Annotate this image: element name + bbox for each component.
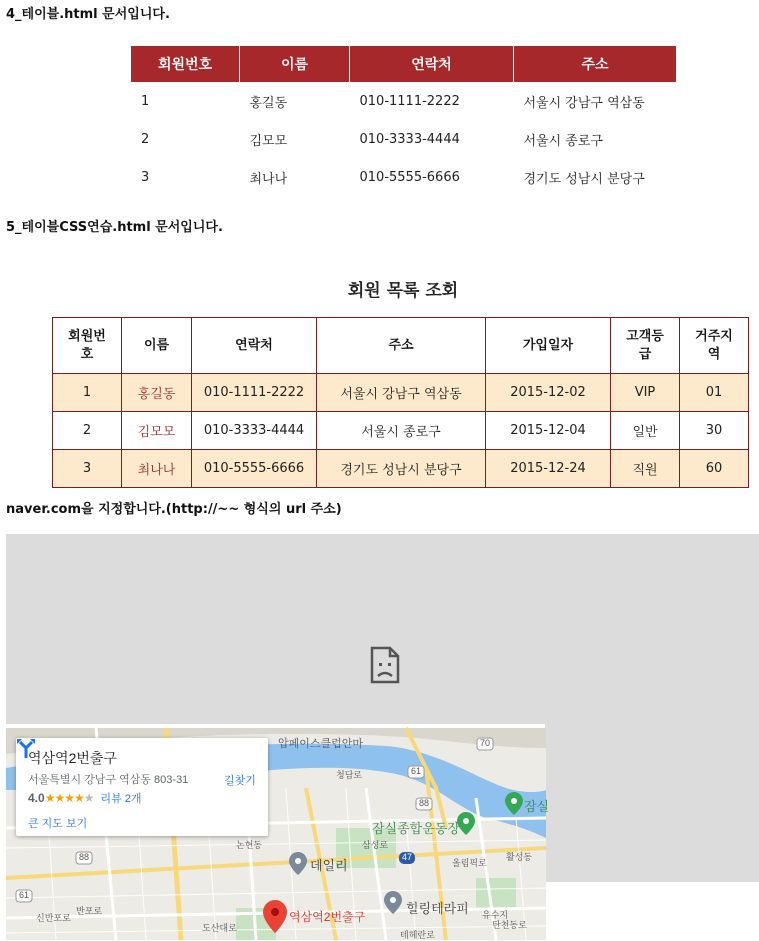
map-label-yusu: 유수지	[482, 910, 509, 920]
map-label-route-70: 70	[480, 738, 491, 748]
map-label-banpo: 반포로	[76, 906, 103, 916]
cell-join-date: 2015-12-02	[486, 374, 611, 412]
cell-grade: 직원	[611, 450, 680, 488]
cell-address: 경기도 성남시 분당구	[317, 450, 486, 488]
cell-phone: 010-5555-6666	[192, 450, 317, 488]
cell-address: 서울시 종로구	[523, 133, 603, 149]
heading-iframe-doc: naver.com을 지정합니다.(http://~~ 형식의 url 주소)	[6, 502, 342, 517]
member-table-styled	[52, 317, 749, 488]
cell-name: 최나나	[249, 171, 288, 187]
map-label-hwalseong: 활성동	[506, 852, 533, 862]
cell-join-date: 2015-12-24	[486, 450, 611, 488]
col-header-address: 주소	[514, 46, 677, 82]
cell-phone: 010-1111-2222	[192, 374, 317, 412]
heading-table-doc: 4_테이블.html 문서입니다.	[6, 7, 170, 22]
map-label-olympic: 올림픽로	[452, 858, 487, 868]
map-label-tancheon: 탄천동로	[492, 920, 527, 930]
map-label-cheongdam: 청담로	[336, 770, 363, 780]
cell-address: 서울시 종로구	[317, 412, 486, 450]
cell-name: 최나나	[122, 450, 192, 488]
col-header-phone: 연락처	[192, 318, 317, 374]
star-rating-icon: ★★★★	[44, 791, 84, 805]
table-header-row	[53, 318, 749, 374]
map-label-club: 압페이스클럽안마	[278, 738, 364, 750]
col-header-name: 이름	[240, 46, 350, 82]
cell-phone: 010-3333-4444	[359, 131, 460, 147]
col-header-join-date: 가입일자	[486, 318, 611, 374]
cell-address: 경기도 성남시 분당구	[523, 171, 645, 187]
col-header-grade: 고객등 급	[611, 318, 680, 374]
naver-iframe[interactable]	[6, 534, 759, 724]
member-table-basic	[131, 46, 676, 196]
cell-id: 1	[53, 374, 122, 412]
cell-address: 서울시 강남구 역삼동	[317, 374, 486, 412]
table-row	[131, 158, 676, 196]
col-header-id: 회원번호	[131, 46, 240, 82]
reviews-link[interactable]: 리뷰 2개	[100, 793, 142, 805]
sad-page-icon	[370, 646, 400, 684]
col-header-phone: 연락처	[350, 46, 514, 82]
cell-phone: 010-5555-6666	[359, 169, 460, 185]
map-label-route-61b: 61	[19, 890, 30, 900]
place-rating	[28, 790, 142, 806]
directions-icon[interactable]	[16, 738, 36, 758]
cell-region: 01	[680, 374, 749, 412]
cell-grade: VIP	[611, 374, 680, 412]
google-map-embed[interactable]	[6, 728, 550, 940]
table-row	[131, 82, 676, 120]
col-header-region: 거주지 역	[680, 318, 749, 374]
map-label-healing: 힐링테라피	[406, 901, 469, 916]
cell-phone: 010-1111-2222	[359, 93, 460, 109]
map-label-route-61: 61	[411, 766, 422, 776]
cell-id: 3	[53, 450, 122, 488]
map-label-jamsil: 잠실	[524, 799, 550, 814]
cell-name: 김모모	[249, 133, 288, 149]
map-label-sinban: 신반포로	[36, 913, 71, 923]
cell-region: 30	[680, 412, 749, 450]
map-label-route-88: 88	[419, 798, 430, 808]
place-name: 역삼역2번출구	[28, 750, 117, 766]
cell-name: 홍길동	[249, 95, 288, 111]
table-row	[131, 120, 676, 158]
map-label-teheran: 테헤란로	[400, 930, 435, 940]
cell-grade: 일반	[611, 412, 680, 450]
map-label-complex: 잠실종합운동장	[372, 821, 460, 836]
cell-name: 김모모	[122, 412, 192, 450]
cell-join-date: 2015-12-04	[486, 412, 611, 450]
map-label-nonhyeon: 논현동	[236, 840, 263, 850]
map-label-route-47: 47	[402, 852, 413, 862]
cell-id: 2	[53, 412, 122, 450]
cell-address: 서울시 강남구 역삼동	[523, 95, 645, 111]
cell-id: 3	[141, 169, 150, 185]
star-empty-icon: ★	[83, 791, 95, 805]
iframe-side-area	[545, 724, 759, 882]
col-header-address: 주소	[317, 318, 486, 374]
table-row	[53, 412, 749, 450]
map-marker-label[interactable]: 역삼역2번출구	[289, 910, 366, 924]
cell-id: 2	[141, 131, 150, 147]
map-label-dosan: 도산대로	[202, 923, 237, 933]
table-row	[53, 374, 749, 412]
map-label-samseong: 삼성로	[362, 840, 389, 850]
table-header-row	[131, 46, 676, 82]
map-label-daily: 데일리	[310, 858, 348, 873]
view-larger-map-link[interactable]: 큰 지도 보기	[28, 818, 88, 830]
cell-name: 홍길동	[122, 374, 192, 412]
table-row	[53, 450, 749, 488]
col-header-id: 회원번 호	[53, 318, 122, 374]
heading-css-table-doc: 5_테이블CSS연습.html 문서입니다.	[6, 220, 223, 235]
map-label-route-88b: 88	[79, 852, 90, 862]
col-header-name: 이름	[122, 318, 192, 374]
place-info-card	[16, 738, 268, 836]
member-list-title: 회원 목록 조회	[347, 281, 459, 301]
rating-value: 4.0	[28, 791, 45, 805]
place-address: 서울특별시 강남구 역삼동 803-31	[28, 774, 189, 786]
cell-id: 1	[141, 93, 150, 109]
directions-link[interactable]: 길찾기	[224, 775, 256, 787]
cell-region: 60	[680, 450, 749, 488]
cell-phone: 010-3333-4444	[192, 412, 317, 450]
